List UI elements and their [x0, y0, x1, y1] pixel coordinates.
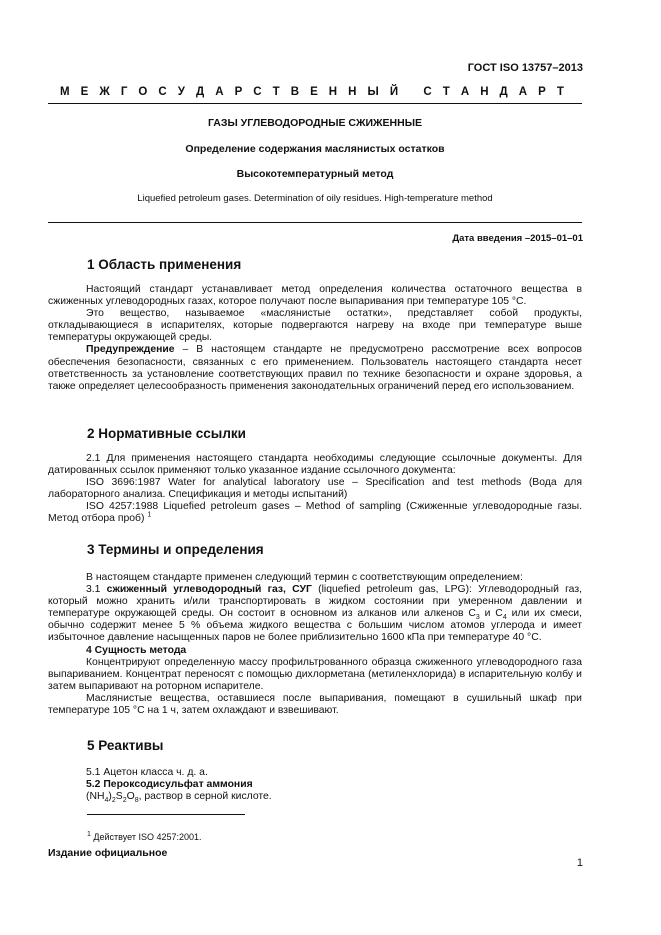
formula-part: (NH	[86, 791, 105, 803]
banner-letter: Н	[328, 86, 338, 98]
section-2-body	[48, 453, 582, 526]
banner-letter	[409, 86, 412, 98]
paragraph: Концентрируют определенную массу профильтрованного образца сжиженного углеводородного газа выпариванием. Концентрат переносят с помощью дихлорметана (метиленхлорида) в испарительную колбу и затем выпаривают на роторном испарителе.	[48, 656, 582, 692]
formula-part: O	[126, 791, 135, 803]
warning-text: – В настоящем стандарте не предусмотрено рассмотрение всех вопросов обеспечения безопасности, связанных с его применением. Пользователь настоящего стандарта несет ответственность за установление соответствующих правил по технике безопасности и охране здоровья, а также определяет целесообразность применения законодательных ограничений перед его использованием.	[48, 344, 582, 392]
footnote-mark: 1	[87, 831, 91, 838]
document-subtitle: Определение содержания маслянистых остатков	[185, 143, 445, 155]
official-edition-label: Издание официальное	[48, 847, 168, 859]
banner-letter: Т	[556, 86, 564, 98]
reference-iso-4257	[48, 501, 582, 525]
section-5-body	[48, 767, 582, 803]
reagent-acetone: 5.1 Ацетон класса ч. д. а.	[86, 767, 208, 778]
banner-letter: Д	[195, 86, 205, 98]
formula-part: )	[108, 791, 112, 803]
banner-letter: Р	[234, 86, 243, 98]
banner-letter: С	[158, 86, 167, 98]
banner-letter: М	[60, 86, 70, 98]
reagent-formula	[48, 791, 582, 803]
paragraph: Маслянистые вещества, оставшиеся после выпаривания, помещают в сушильный шкаф при температуре 105 °С на 1 ч, затем охлаждают и взвешивают.	[48, 692, 582, 717]
banner-letter: Т	[442, 86, 450, 98]
banner-letter: Ы	[367, 86, 379, 98]
banner-letter: С	[423, 86, 432, 98]
paragraph: В настоящем стандарте применен следующий термин с соответствующим определением:	[86, 572, 523, 583]
banner-letter: А	[215, 86, 224, 98]
subscript: 2	[111, 797, 116, 805]
paragraph: Настоящий стандарт устанавливает метод определения количества остаточного вещества в сжиженных углеводородных газах, которое получают после выпаривания при температуре 105 °С.	[48, 284, 582, 308]
section-3-body	[48, 572, 582, 717]
term-name: сжиженный углеводородный газ, СУГ	[106, 584, 312, 596]
banner-letter: О	[138, 86, 148, 98]
banner-letter: А	[460, 86, 470, 98]
footnote-text: Действует ISO 4257:2001.	[90, 832, 202, 842]
banner-letter: Г	[120, 86, 128, 98]
standard-code: ГОСТ ISO 13757–2013	[467, 62, 583, 74]
banner-letter: Й	[389, 86, 399, 98]
footnote	[87, 832, 202, 842]
subscript: 2	[122, 797, 127, 805]
document-title: ГАЗЫ УГЛЕВОДОРОДНЫЕ СЖИЖЕННЫЕ	[208, 117, 422, 129]
term-number: 3.1	[86, 584, 107, 596]
warning-paragraph	[48, 344, 582, 392]
paragraph: 2.1 Для применения настоящего стандарта необходимы следующие ссылочные документы. Для датированных ссылок применяют только указанное издание ссылочного документа:	[48, 453, 582, 477]
formula-part: , раствор в серной кислоте.	[138, 791, 272, 803]
section-heading-3: 3 Термины и определения	[87, 542, 264, 557]
definition-text: или их смеси, обычно содержит менее 5 % объема жидкого вещества с большим числом атомов углерода и имеет избыточное давление насыщенных паров не более приблизительно 1600 кПа при температуре 40 °С.	[48, 608, 582, 644]
banner-letter: В	[290, 86, 300, 98]
subscript: 3	[475, 614, 480, 622]
section-heading-5: 5 Реактивы	[87, 738, 164, 753]
banner-letter: С	[253, 86, 262, 98]
banner-letter: Н	[348, 86, 357, 98]
term-definition	[48, 584, 582, 644]
header-divider	[48, 103, 582, 104]
paragraph: Это вещество, называемое «маслянистые остатки», представляет собой продукты, откладывающиеся в испарителях, которые подвергаются нагреву на входе при температуре выше температуры окружающей среды.	[48, 308, 582, 344]
formula-part: S	[115, 791, 123, 803]
english-title: Liquefied petroleum gases. Determination of oily residues. High-temperature method	[137, 193, 493, 204]
warning-label: Предупреждение	[86, 344, 175, 356]
section-heading-2: 2 Нормативные ссылки	[87, 426, 246, 441]
banner-letter: Н	[480, 86, 489, 98]
banner-letter: Е	[310, 86, 318, 98]
footnote-mark: 1	[147, 512, 152, 519]
section-1-body	[48, 284, 582, 393]
footnote-divider	[87, 814, 245, 815]
title-divider	[48, 222, 582, 223]
subscript: 4	[502, 614, 507, 622]
reference-text: ISO 4257:1988 Liquefied petroleum gases – Method of sampling (Сжиженные углеводородные газы. Метод отбора проб)	[48, 501, 582, 525]
banner-letter: Ж	[99, 86, 110, 98]
section-heading-4: 4 Сущность метода	[86, 644, 187, 656]
reagent-ammonium-persulfate: 5.2 Пероксодисульфат аммония	[86, 779, 253, 791]
banner-letter: Т	[272, 86, 280, 98]
page-number: 1	[576, 857, 583, 869]
banner-letter: Е	[80, 86, 89, 98]
interstate-standard-banner	[60, 86, 564, 98]
definition-text: и С	[479, 608, 503, 620]
subscript: 4	[104, 797, 109, 805]
method-title: Высокотемпературный метод	[236, 168, 394, 180]
definition-text: (liquefied petroleum gas, LPG): Углеводородный газ, который можно хранить и/или транспортировать в жидком состоянии при умеренном давлении и температуре окружающей среды. Он состоит в основном из алканов или алкенов С	[48, 584, 582, 620]
banner-letter: А	[518, 86, 528, 98]
section-heading-1: 1 Область применения	[87, 257, 242, 272]
banner-letter: Д	[499, 86, 508, 98]
subscript: 8	[134, 797, 139, 805]
reference-iso-3696: ISO 3696:1987 Water for analytical laboratory use – Specification and test methods (Вода для лабораторного анализа. Спецификация и методы испытаний)	[48, 477, 582, 501]
banner-letter: У	[177, 86, 185, 98]
introduction-date: Дата введения –2015–01–01	[452, 233, 583, 244]
banner-letter: Р	[538, 86, 546, 98]
